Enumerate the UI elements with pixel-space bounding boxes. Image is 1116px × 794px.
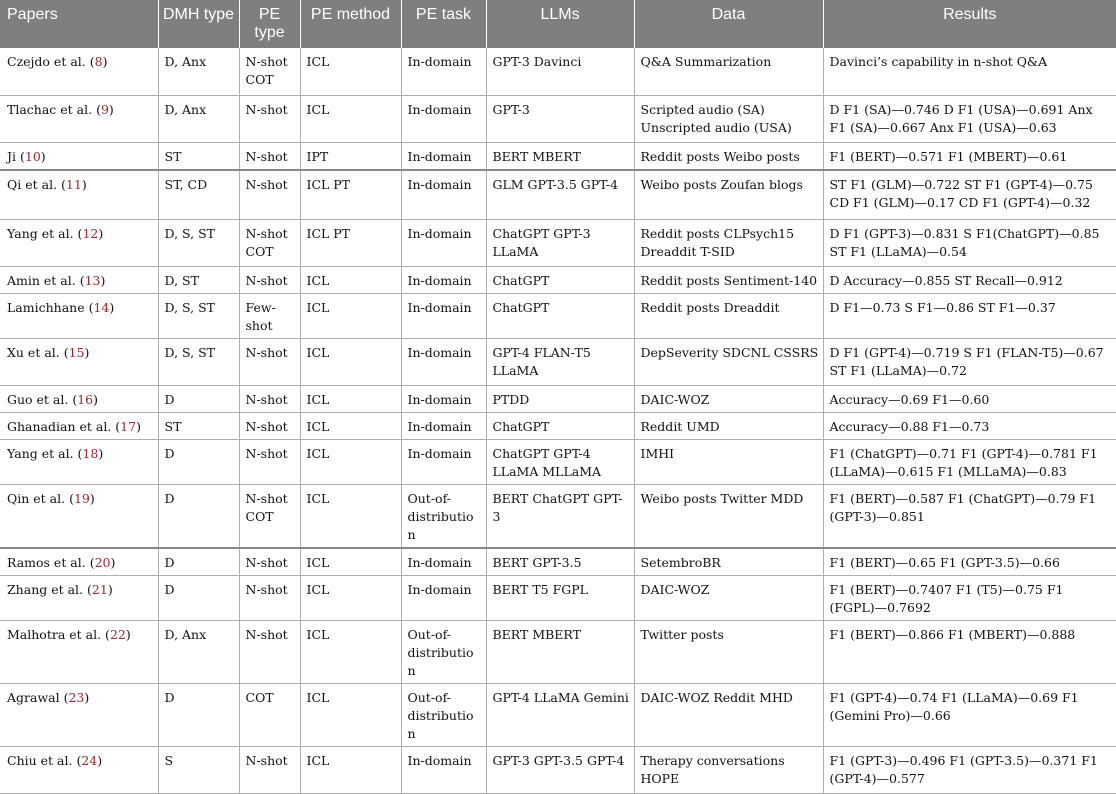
pe-task-cell: In-domain	[401, 386, 486, 413]
header-row	[0, 0, 1116, 48]
paper-author: Zhang et al.	[7, 582, 84, 597]
reference-link[interactable]: 13	[84, 273, 101, 288]
reference-link[interactable]: 11	[65, 176, 82, 192]
llms-cell: ChatGPT	[486, 413, 634, 440]
pe-task-cell: In-domain	[401, 576, 486, 621]
header-papers: Papers	[0, 0, 158, 48]
table-row	[0, 386, 1116, 413]
pe-method-cell: ICL	[300, 621, 401, 684]
paper-cell: Qin et al. (19)	[0, 485, 158, 549]
data-cell: IMHI	[634, 440, 823, 485]
pe-type-cell: N-shot	[239, 386, 300, 413]
table-row	[0, 95, 1116, 142]
data-cell: Weibo posts Twitter MDD	[634, 485, 823, 549]
dmh-type-cell: D, ST	[158, 267, 239, 294]
pe-task-cell: In-domain	[401, 142, 486, 170]
paper-cell: Ramos et al. (20)	[0, 548, 158, 576]
table-row	[0, 548, 1116, 576]
pe-type-cell: Few-shot	[239, 294, 300, 339]
pe-task-cell: Out-of-distribution	[401, 485, 486, 549]
llms-cell: PTDD	[486, 386, 634, 413]
pe-method-cell: ICL	[300, 747, 401, 794]
pe-task-cell: In-domain	[401, 267, 486, 294]
reference-link[interactable]: 15	[68, 345, 85, 360]
paper-cell: Ji (10)	[0, 142, 158, 170]
results-cell: D Accuracy—0.855 ST Recall—0.912	[823, 267, 1116, 294]
paper-author: Ji	[7, 148, 17, 164]
pe-method-cell: ICL	[300, 386, 401, 413]
paper-author: Tlachac et al.	[7, 101, 93, 117]
paper-cell: Ghanadian et al. (17)	[0, 413, 158, 440]
results-cell: Davinci’s capability in n-shot Q&A	[823, 48, 1116, 95]
header-data: Data	[634, 0, 823, 48]
paper-cell: Agrawal (23)	[0, 684, 158, 747]
dmh-type-cell: D	[158, 386, 239, 413]
pe-task-cell: Out-of-distribution	[401, 684, 486, 747]
reference-link[interactable]: 20	[94, 555, 111, 570]
pe-task-cell: In-domain	[401, 339, 486, 386]
paper-cell: Qi et al. (11)	[0, 170, 158, 220]
dmh-type-cell: D	[158, 684, 239, 747]
paper-cell: Guo et al. (16)	[0, 386, 158, 413]
paper-author: Amin et al.	[7, 273, 76, 288]
table-body	[0, 48, 1116, 794]
dmh-type-cell: D, S, ST	[158, 339, 239, 386]
data-cell: Q&A Summarization	[634, 48, 823, 95]
paper-cell: Czejdo et al. (8)	[0, 48, 158, 95]
results-cell: F1 (ChatGPT)—0.71 F1 (GPT-4)—0.781 F1 (LLaMA)—0.615 F1 (MLLaMA)—0.83	[823, 440, 1116, 485]
llms-cell: BERT GPT-3.5	[486, 548, 634, 576]
reference-link[interactable]: 16	[77, 392, 94, 407]
paper-author: Ghanadian et al.	[7, 419, 112, 434]
reference-link[interactable]: 19	[73, 491, 90, 506]
pe-type-cell: N-shot	[239, 339, 300, 386]
data-cell: DepSeverity SDCNL CSSRS	[634, 339, 823, 386]
header-pe-type: PE type	[239, 0, 300, 48]
table-row	[0, 339, 1116, 386]
pe-method-cell: ICL	[300, 267, 401, 294]
data-cell: DAIC-WOZ	[634, 386, 823, 413]
data-cell: DAIC-WOZ Reddit MHD	[634, 684, 823, 747]
dmh-type-cell: D, S, ST	[158, 220, 239, 267]
reference-link[interactable]: 9	[100, 101, 109, 117]
paper-author: Chiu et al.	[7, 753, 73, 768]
paper-author: Guo et al.	[7, 392, 69, 407]
llms-cell: GLM GPT-3.5 GPT-4	[486, 170, 634, 220]
pe-task-cell: Out-of-distribution	[401, 621, 486, 684]
dmh-type-cell: ST	[158, 413, 239, 440]
paper-cell: Chiu et al. (24)	[0, 747, 158, 794]
llms-cell: ChatGPT GPT-4 LLaMA MLLaMA	[486, 440, 634, 485]
pe-method-cell: ICL	[300, 684, 401, 747]
table-row	[0, 220, 1116, 267]
dmh-type-cell: D	[158, 440, 239, 485]
dmh-type-cell: D, Anx	[158, 621, 239, 684]
data-cell: Weibo posts Zoufan blogs	[634, 170, 823, 220]
pe-type-cell: N-shot	[239, 170, 300, 220]
pe-method-cell: ICL	[300, 440, 401, 485]
reference-link[interactable]: 12	[82, 226, 99, 241]
reference-link[interactable]: 24	[81, 753, 98, 768]
dmh-type-cell: D, Anx	[158, 95, 239, 142]
pe-task-cell: In-domain	[401, 548, 486, 576]
dmh-type-cell: ST	[158, 142, 239, 170]
table-row	[0, 413, 1116, 440]
llms-cell: GPT-3 Davinci	[486, 48, 634, 95]
reference-link[interactable]: 17	[120, 419, 137, 434]
paper-cell: Malhotra et al. (22)	[0, 621, 158, 684]
table-row	[0, 747, 1116, 794]
data-cell: Reddit UMD	[634, 413, 823, 440]
pe-type-cell: N-shot	[239, 142, 300, 170]
results-cell: F1 (BERT)—0.571 F1 (MBERT)—0.61	[823, 142, 1116, 170]
pe-method-cell: ICL	[300, 576, 401, 621]
pe-task-cell: In-domain	[401, 440, 486, 485]
pe-method-cell: ICL	[300, 413, 401, 440]
results-cell: F1 (BERT)—0.65 F1 (GPT-3.5)—0.66	[823, 548, 1116, 576]
results-cell: D F1 (SA)—0.746 D F1 (USA)—0.691 Anx F1 (SA)—0.667 Anx F1 (USA)—0.63	[823, 95, 1116, 142]
results-cell: F1 (GPT-3)—0.496 F1 (GPT-3.5)—0.371 F1 (GPT-4)—0.577	[823, 747, 1116, 794]
table-row	[0, 684, 1116, 747]
results-cell: D F1—0.73 S F1—0.86 ST F1—0.37	[823, 294, 1116, 339]
dmh-type-cell: D	[158, 485, 239, 549]
data-cell: Reddit posts Dreaddit	[634, 294, 823, 339]
paper-author: Ramos et al.	[7, 555, 86, 570]
pe-type-cell: N-shot	[239, 95, 300, 142]
paper-cell: Lamichhane (14)	[0, 294, 158, 339]
dmh-type-cell: S	[158, 747, 239, 794]
table-row	[0, 142, 1116, 170]
data-cell: DAIC-WOZ	[634, 576, 823, 621]
pe-task-cell: In-domain	[401, 95, 486, 142]
paper-cell: Amin et al. (13)	[0, 267, 158, 294]
dmh-type-cell: D, Anx	[158, 48, 239, 95]
pe-task-cell: In-domain	[401, 48, 486, 95]
dmh-type-cell: D, S, ST	[158, 294, 239, 339]
data-cell: Reddit posts Sentiment-140	[634, 267, 823, 294]
pe-method-cell: ICL PT	[300, 220, 401, 267]
data-cell: Therapy conversations HOPE	[634, 747, 823, 794]
llms-cell: ChatGPT	[486, 294, 634, 339]
dmh-type-cell: D	[158, 548, 239, 576]
table-header	[0, 0, 1116, 48]
pe-type-cell: N-shot	[239, 440, 300, 485]
pe-type-cell: N-shot	[239, 413, 300, 440]
paper-author: Czejdo et al.	[7, 54, 86, 69]
reference-link[interactable]: 18	[82, 446, 99, 461]
pe-type-cell: N-shot	[239, 747, 300, 794]
table-row	[0, 440, 1116, 485]
paper-cell: Xu et al. (15)	[0, 339, 158, 386]
pe-type-cell: N-shot	[239, 267, 300, 294]
results-cell: D F1 (GPT-3)—0.831 S F1(ChatGPT)—0.85 ST F1 (LLaMA)—0.54	[823, 220, 1116, 267]
table-row	[0, 267, 1116, 294]
llms-cell: GPT-4 FLAN-T5 LLaMA	[486, 339, 634, 386]
reference-link[interactable]: 22	[109, 627, 126, 642]
table-row	[0, 170, 1116, 220]
pe-type-cell: N-shot COT	[239, 48, 300, 95]
llms-cell: GPT-4 LLaMA Gemini	[486, 684, 634, 747]
reference-link[interactable]: 21	[91, 582, 108, 597]
reference-link[interactable]: 8	[94, 54, 103, 69]
llms-cell: ChatGPT GPT-3 LLaMA	[486, 220, 634, 267]
paper-author: Qi et al.	[7, 176, 58, 192]
pe-task-cell: In-domain	[401, 220, 486, 267]
header-llms: LLMs	[486, 0, 634, 48]
pe-type-cell: N-shot COT	[239, 220, 300, 267]
llms-cell: BERT ChatGPT GPT-3	[486, 485, 634, 549]
data-cell: Reddit posts CLPsych15 Dreaddit T-SID	[634, 220, 823, 267]
pe-method-cell: ICL	[300, 48, 401, 95]
paper-author: Yang et al.	[7, 446, 74, 461]
data-cell: Scripted audio (SA) Unscripted audio (USA)	[634, 95, 823, 142]
paper-cell: Yang et al. (18)	[0, 440, 158, 485]
llms-cell: BERT MBERT	[486, 621, 634, 684]
llms-cell: GPT-3 GPT-3.5 GPT-4	[486, 747, 634, 794]
table-row	[0, 621, 1116, 684]
table-row	[0, 48, 1116, 95]
table-row	[0, 485, 1116, 549]
pe-method-cell: ICL	[300, 294, 401, 339]
pe-type-cell: N-shot	[239, 576, 300, 621]
results-cell: F1 (BERT)—0.587 F1 (ChatGPT)—0.79 F1 (GPT-3)—0.851	[823, 485, 1116, 549]
pe-type-cell: COT	[239, 684, 300, 747]
header-pe-method: PE method	[300, 0, 401, 48]
pe-task-cell: In-domain	[401, 747, 486, 794]
paper-cell: Tlachac et al. (9)	[0, 95, 158, 142]
pe-task-cell: In-domain	[401, 294, 486, 339]
results-cell: F1 (BERT)—0.7407 F1 (T5)—0.75 F1 (FGPL)—0.7692	[823, 576, 1116, 621]
data-cell: Reddit posts Weibo posts	[634, 142, 823, 170]
results-cell: D F1 (GPT-4)—0.719 S F1 (FLAN-T5)—0.67 ST F1 (LLaMA)—0.72	[823, 339, 1116, 386]
pe-type-cell: N-shot COT	[239, 485, 300, 549]
pe-method-cell: ICL	[300, 485, 401, 549]
llms-cell: ChatGPT	[486, 267, 634, 294]
reference-link[interactable]: 23	[68, 690, 85, 705]
pe-method-cell: ICL	[300, 548, 401, 576]
header-pe-task: PE task	[401, 0, 486, 48]
table-row	[0, 294, 1116, 339]
results-cell: F1 (BERT)—0.866 F1 (MBERT)—0.888	[823, 621, 1116, 684]
table-row	[0, 576, 1116, 621]
reference-link[interactable]: 10	[24, 148, 41, 164]
dmh-type-cell: ST, CD	[158, 170, 239, 220]
pe-method-cell: ICL PT	[300, 170, 401, 220]
pe-type-cell: N-shot	[239, 548, 300, 576]
pe-method-cell: ICL	[300, 339, 401, 386]
header-results: Results	[823, 0, 1116, 48]
llms-cell: GPT-3	[486, 95, 634, 142]
results-cell: Accuracy—0.88 F1—0.73	[823, 413, 1116, 440]
paper-author: Yang et al.	[7, 226, 74, 241]
data-cell: Twitter posts	[634, 621, 823, 684]
pe-task-cell: In-domain	[401, 170, 486, 220]
llms-cell: BERT T5 FGPL	[486, 576, 634, 621]
paper-cell: Yang et al. (12)	[0, 220, 158, 267]
paper-author: Malhotra et al.	[7, 627, 102, 642]
pe-task-cell: In-domain	[401, 413, 486, 440]
pe-method-cell: ICL	[300, 95, 401, 142]
pe-type-cell: N-shot	[239, 621, 300, 684]
paper-author: Lamichhane	[7, 300, 85, 315]
data-cell: SetembroBR	[634, 548, 823, 576]
dmh-type-cell: D	[158, 576, 239, 621]
paper-author: Qin et al.	[7, 491, 66, 506]
paper-author: Xu et al.	[7, 345, 60, 360]
results-cell: F1 (GPT-4)—0.74 F1 (LLaMA)—0.69 F1 (Gemini Pro)—0.66	[823, 684, 1116, 747]
reference-link[interactable]: 14	[93, 300, 110, 315]
header-dmh-type: DMH type	[158, 0, 239, 48]
results-cell: Accuracy—0.69 F1—0.60	[823, 386, 1116, 413]
llms-cell: BERT MBERT	[486, 142, 634, 170]
pe-method-cell: IPT	[300, 142, 401, 170]
results-cell: ST F1 (GLM)—0.722 ST F1 (GPT-4)—0.75 CD F1 (GLM)—0.17 CD F1 (GPT-4)—0.32	[823, 170, 1116, 220]
paper-author: Agrawal	[7, 690, 60, 705]
paper-cell: Zhang et al. (21)	[0, 576, 158, 621]
